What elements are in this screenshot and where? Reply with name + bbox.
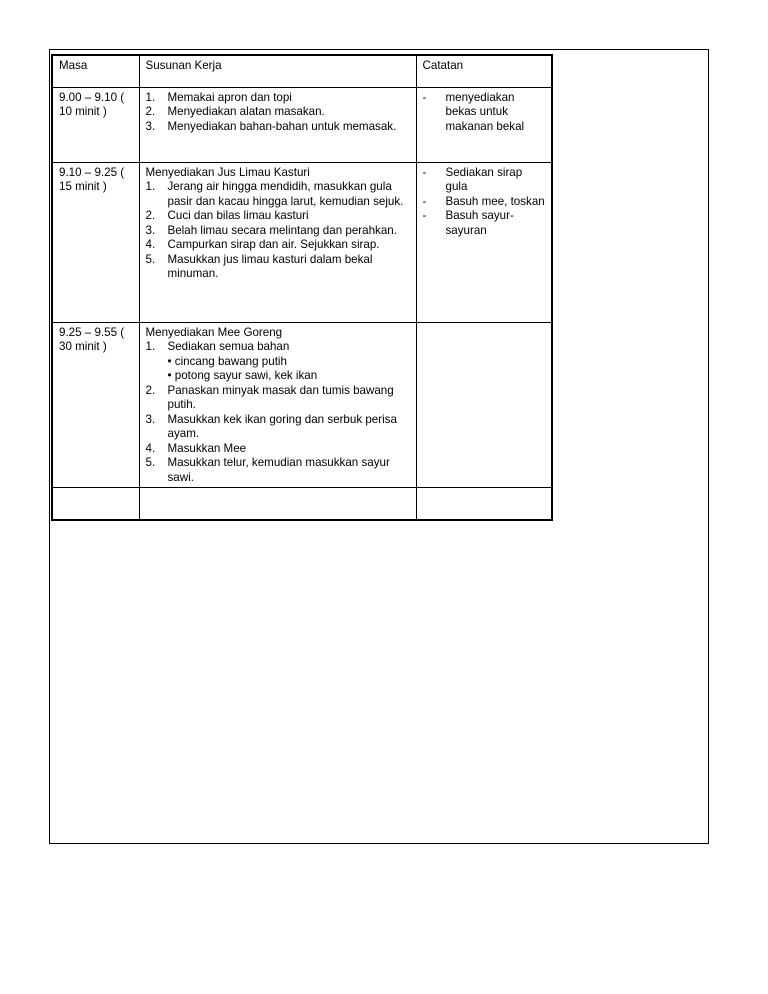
empty-cell bbox=[416, 488, 552, 520]
step-item bbox=[146, 91, 410, 106]
step-item bbox=[146, 340, 410, 355]
step-number: 1. bbox=[145, 90, 156, 104]
note-item bbox=[423, 209, 546, 238]
step-number: 3. bbox=[145, 119, 156, 133]
step-item bbox=[146, 413, 410, 442]
step-item bbox=[146, 238, 410, 253]
empty-cell bbox=[52, 488, 139, 520]
note-text: Sediakan sirap gula bbox=[445, 165, 523, 193]
step-text: Panaskan minyak masak dan tumis bawang putih. bbox=[167, 383, 394, 411]
note-dash: - bbox=[422, 194, 427, 208]
step-text: Memakai apron dan topi bbox=[167, 90, 292, 104]
step-number: 1. bbox=[145, 180, 156, 193]
step-item bbox=[146, 105, 410, 120]
steps-cell bbox=[139, 87, 416, 162]
step-item bbox=[146, 209, 410, 224]
work-schedule-table bbox=[51, 54, 553, 521]
step-item bbox=[146, 120, 410, 135]
steps-list bbox=[146, 91, 410, 135]
steps-cell bbox=[139, 322, 416, 488]
note-text: Basuh sayur-sayuran bbox=[445, 209, 514, 237]
step-item bbox=[146, 442, 410, 457]
empty-cell bbox=[139, 488, 416, 520]
sub-step-item bbox=[146, 369, 410, 384]
time-cell: 9.00 – 9.10 ( 10 minit ) bbox=[52, 87, 139, 162]
step-text: • cincang bawang putih bbox=[167, 354, 287, 368]
note-dash: - bbox=[422, 209, 427, 222]
step-text: Menyediakan bahan-bahan untuk memasak. bbox=[167, 119, 397, 133]
step-text: Masukkan telur, kemudian masukkan sayur sawi. bbox=[167, 456, 390, 484]
step-item bbox=[146, 253, 410, 282]
notes-list bbox=[423, 166, 546, 239]
step-number: 1. bbox=[145, 340, 156, 353]
step-text: Jerang air hingga mendidih, masukkan gula pasir dan kacau hingga larut, kemudian sejuk. bbox=[167, 180, 404, 208]
step-number: 3. bbox=[145, 412, 156, 426]
notes-cell bbox=[416, 162, 552, 322]
step-text: Masukkan kek ikan goring dan serbuk perisa ayam. bbox=[167, 412, 397, 440]
table-row bbox=[52, 322, 552, 488]
time-cell: 9.10 – 9.25 ( 15 minit ) bbox=[52, 162, 139, 322]
table-row bbox=[52, 162, 552, 322]
step-item bbox=[146, 180, 410, 209]
note-dash: - bbox=[422, 165, 427, 179]
steps-cell bbox=[139, 162, 416, 322]
step-number: 2. bbox=[145, 209, 156, 222]
note-item bbox=[423, 91, 546, 135]
step-number: 4. bbox=[145, 441, 156, 455]
step-text: Menyediakan alatan masakan. bbox=[167, 105, 325, 118]
header-susunan-kerja: Susunan Kerja bbox=[139, 55, 416, 87]
steps-list bbox=[146, 340, 410, 485]
note-dash: - bbox=[422, 90, 427, 104]
step-item bbox=[146, 384, 410, 413]
sub-step-item bbox=[146, 355, 410, 370]
table-row bbox=[52, 87, 552, 162]
step-text: • potong sayur sawi, kek ikan bbox=[167, 369, 318, 382]
step-text: Belah limau secara melintang dan perahkan. bbox=[167, 223, 397, 237]
header-masa: Masa bbox=[52, 55, 139, 87]
step-number: 2. bbox=[145, 383, 156, 397]
step-number: 5. bbox=[145, 252, 156, 266]
table-row-empty bbox=[52, 488, 552, 520]
step-text: Masukkan Mee bbox=[167, 441, 247, 455]
header-catatan: Catatan bbox=[416, 55, 552, 87]
notes-cell bbox=[416, 322, 552, 488]
step-text: Cuci dan bilas limau kasturi bbox=[167, 209, 309, 222]
step-item bbox=[146, 224, 410, 239]
steps-list bbox=[146, 180, 410, 282]
table-header-row bbox=[52, 55, 552, 87]
step-number: 3. bbox=[145, 223, 156, 237]
note-item bbox=[423, 166, 546, 195]
step-text: Campurkan sirap dan air. Sejukkan sirap. bbox=[167, 238, 380, 251]
step-item bbox=[146, 456, 410, 485]
step-text: Sediakan semua bahan bbox=[167, 340, 290, 353]
notes-cell bbox=[416, 87, 552, 162]
note-text: Basuh mee, toskan bbox=[445, 194, 545, 208]
notes-list bbox=[423, 91, 546, 135]
note-item bbox=[423, 195, 546, 210]
step-text: Masukkan jus limau kasturi dalam bekal minuman. bbox=[167, 252, 373, 280]
note-text: menyediakan bekas untuk makanan bekal bbox=[445, 90, 525, 133]
section-title: Menyediakan Mee Goreng bbox=[145, 325, 283, 339]
time-cell: 9.25 – 9.55 ( 30 minit ) bbox=[52, 322, 139, 488]
step-number: 5. bbox=[145, 456, 156, 469]
step-number: 2. bbox=[145, 105, 156, 118]
step-number: 4. bbox=[145, 238, 156, 251]
section-title: Menyediakan Jus Limau Kasturi bbox=[145, 165, 310, 179]
